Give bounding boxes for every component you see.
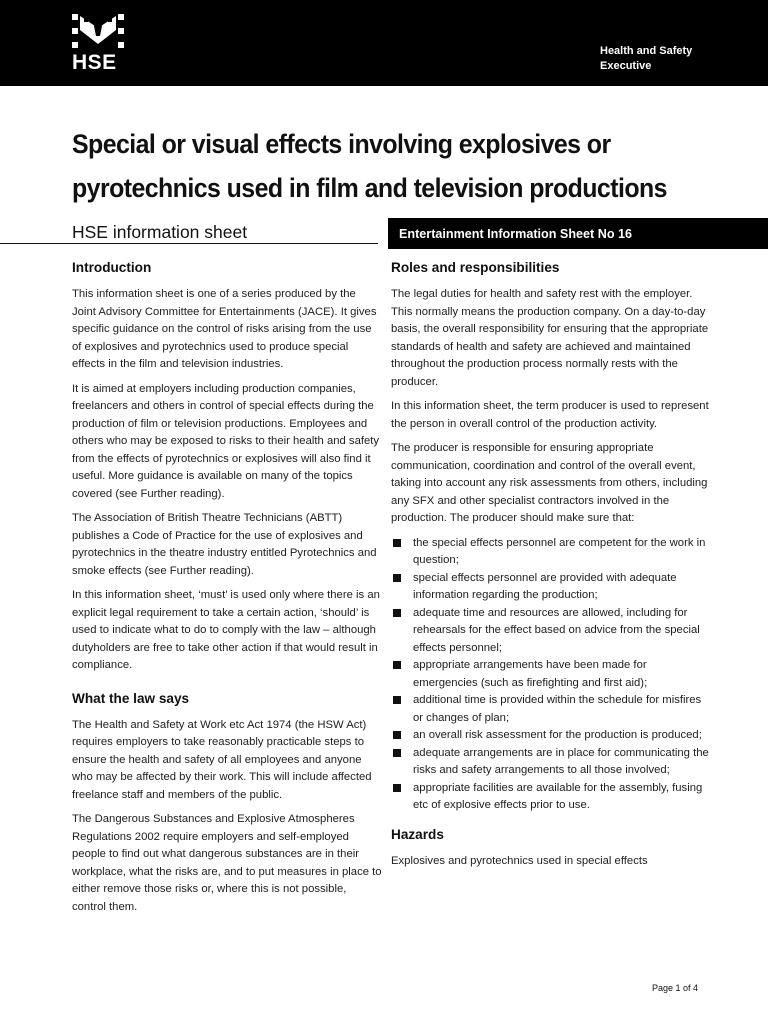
- list-item-text: additional time is provided within the schedule for misfires or changes of plan;: [413, 694, 702, 724]
- list-item: [391, 745, 711, 780]
- bullet-square-icon: [393, 749, 401, 757]
- list-item-text: appropriate arrangements have been made for emergencies (such as firefighting and first aid);: [413, 659, 648, 689]
- paragraph: The legal duties for health and safety rest with the employer. This normally means the production company. On a day-to-day basis, the overall responsibility for ensuring that the appropriate standards of health and safety are achieved and maintained throughout the production process normally rests with the producer.: [391, 288, 709, 388]
- bullet-square-icon: [393, 609, 401, 617]
- list-item-text: appropriate facilities are available for the assembly, fusing etc of explosive effects prior to use.: [413, 781, 703, 811]
- bullet-square-icon: [393, 696, 401, 704]
- paragraph: It is aimed at employers including production companies, freelancers and others in control of special effects during the production of film or television productions. Employees and others who may be exposed to risks to their health and safety from the effects of pyrotechnics or explosives will also find it useful. More guidance is available on many of the topics covered (see Further reading).: [72, 382, 380, 500]
- list-item-text: adequate time and resources are allowed, including for rehearsals for the effect based on advice from the special effects personnel;: [413, 606, 700, 654]
- roles-heading: Roles and responsibilities: [391, 260, 560, 275]
- org-line-1: Health and Safety: [600, 45, 693, 57]
- title-line-2: pyrotechnics used in film and television productions: [72, 173, 667, 203]
- page-number: Page 1 of 4: [652, 983, 699, 993]
- organisation-name: [600, 44, 760, 74]
- bullet-square-icon: [393, 539, 401, 547]
- document-title: [72, 122, 721, 210]
- left-column: [72, 258, 382, 923]
- list-item-text: adequate arrangements are in place for communicating the risks and safety arrangements to all those involved;: [413, 746, 709, 776]
- bullet-square-icon: [393, 661, 401, 669]
- sheet-label: Entertainment Information Sheet No 16: [399, 227, 633, 241]
- list-item-text: an overall risk assessment for the production is produced;: [413, 729, 702, 741]
- producer-duties-list: [391, 535, 711, 815]
- hazards-heading: Hazards: [391, 826, 444, 842]
- list-item: [391, 535, 711, 570]
- paragraph: Explosives and pyrotechnics used in special effects: [391, 854, 648, 867]
- list-item-text: special effects personnel are provided with adequate information regarding the production;: [413, 571, 677, 601]
- org-line-2: Executive: [600, 60, 652, 72]
- title-line-1: Special or visual effects involving explosives or: [72, 129, 611, 159]
- list-item: [391, 692, 711, 727]
- list-item: [391, 570, 711, 605]
- hse-logo: [72, 14, 132, 76]
- paragraph: The producer is responsible for ensuring appropriate communication, coordination and control of the overall event, taking into account any risk assessments from others, including any SFX and other specialist contractors involved in the production. The producer should make sure that:: [391, 442, 708, 524]
- bullet-square-icon: [393, 784, 401, 792]
- logo-text: HSE: [72, 51, 117, 74]
- paragraph: The Association of British Theatre Technicians (ABTT) publishes a Code of Practice for the use of explosives and pyrotechnics in the theatre industry entitled Pyrotechnics and smoke effects (see Further reading).: [72, 512, 377, 577]
- paragraph: In this information sheet, the term producer is used to represent the person in overall control of the production activity.: [391, 400, 709, 430]
- list-item: [391, 605, 711, 658]
- list-item-text: the special effects personnel are competent for the work in question;: [413, 536, 706, 566]
- document-subtitle: HSE information sheet: [72, 222, 248, 242]
- list-item: [391, 727, 711, 745]
- paragraph: The Dangerous Substances and Explosive Atmospheres Regulations 2002 require employers and self-employed people to find out what dangerous substances are in their workplace, what the risks are, and to put measures in place to either remove those risks or, where this is not possible, control them.: [72, 813, 382, 913]
- list-item: [391, 657, 711, 692]
- sheet-label-bar: [388, 218, 768, 249]
- bullet-square-icon: [393, 731, 401, 739]
- paragraph: The Health and Safety at Work etc Act 1974 (the HSW Act) requires employers to take reasonably practicable steps to ensure the health and safety of all employees and anyone who may be affected by their work. This will include affected freelance staff and members of the public.: [72, 718, 372, 801]
- law-heading: What the law says: [72, 690, 190, 706]
- bullet-square-icon: [393, 574, 401, 582]
- list-item: [391, 780, 711, 815]
- paragraph: In this information sheet, ‘must’ is used only where there is an explicit legal requirement to take a certain action, ‘should’ is used to indicate what to do to comply with the law – although dutyholders are free to take other action if that would result in compliance.: [72, 589, 380, 671]
- subtitle-divider: [0, 243, 378, 244]
- paragraph: This information sheet is one of a series produced by the Joint Advisory Committee for Entertainments (JACE). It gives specific guidance on the control of risks arising from the use of explosives and pyrotechnics used to produce special effects in the film and television industries.: [72, 288, 377, 370]
- header-bar: [0, 0, 768, 86]
- introduction-heading: Introduction: [72, 260, 152, 275]
- crown-emblem-icon: [72, 14, 124, 50]
- right-column: [391, 258, 711, 877]
